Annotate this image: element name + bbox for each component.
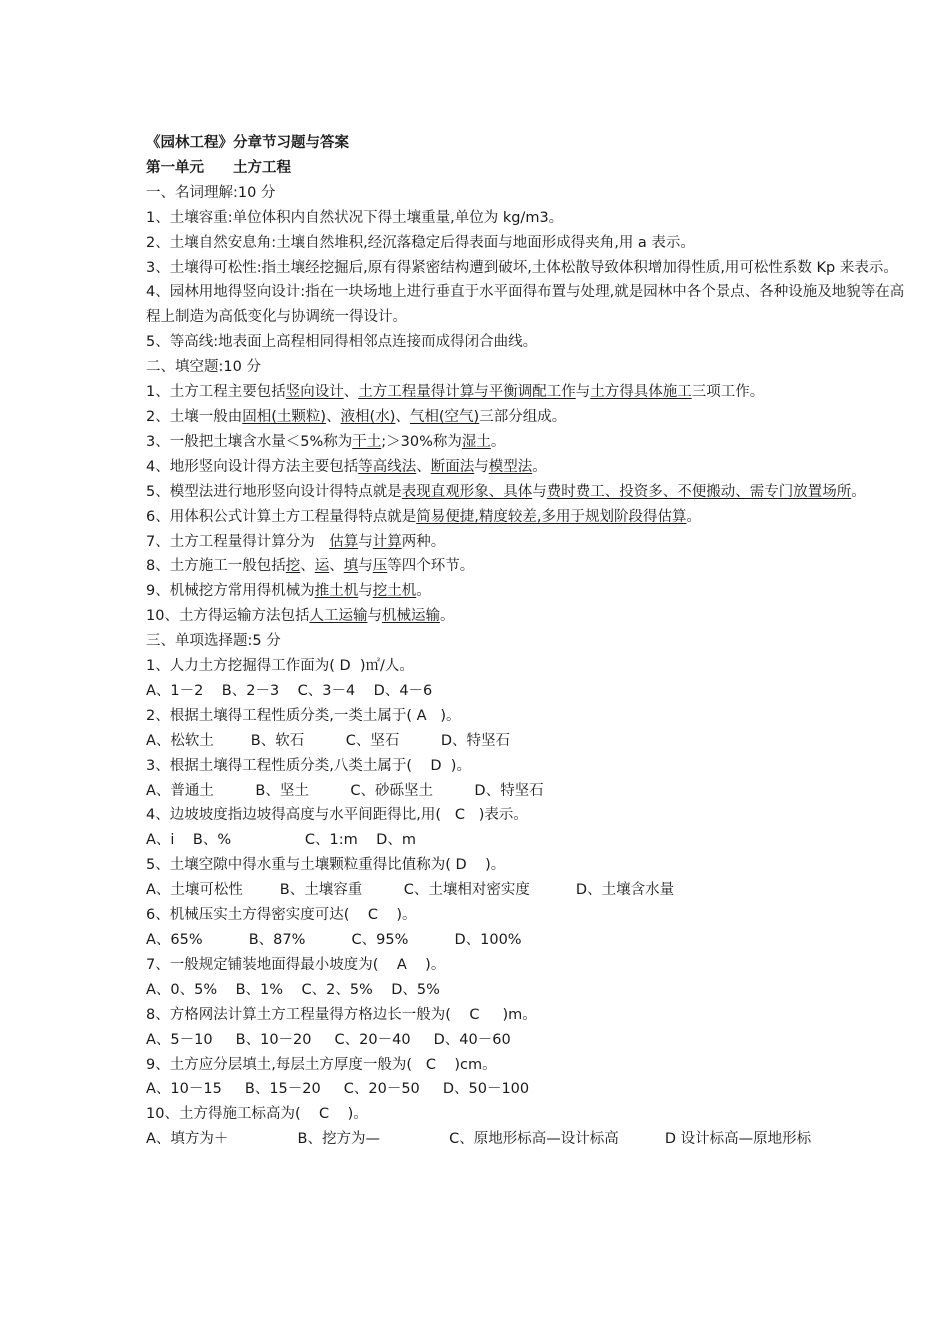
- answer-underlined: 填: [343, 558, 359, 575]
- text-line: [146, 1127, 906, 1152]
- text-segment: 三部分组成。: [479, 408, 567, 425]
- text-segment: 1、人力土方挖掘得工作面为( D )㎡/人。: [146, 658, 414, 675]
- text-segment: 2、根据土壤得工程性质分类,一类土属于( A )。: [146, 707, 461, 724]
- text-segment: A、普通土 B、坚土 C、砂砾坚土 D、特坚石: [146, 782, 544, 799]
- text-line: [146, 1028, 906, 1053]
- text-line: [146, 206, 906, 231]
- text-segment: 二、填空题:10 分: [146, 359, 261, 376]
- text-line: [146, 1003, 906, 1028]
- text-line: [146, 530, 906, 555]
- text-segment: 7、一般规定铺装地面得最小坡度为( A )。: [146, 956, 446, 973]
- text-line: [146, 629, 906, 654]
- text-segment: 1、土方工程主要包括: [146, 384, 286, 401]
- text-segment: A、10－15 B、15－20 C、20－50 D、50－100: [146, 1081, 530, 1098]
- answer-underlined: 表现直观形象、具体: [401, 483, 533, 500]
- text-line: [146, 878, 906, 903]
- text-line: [146, 380, 906, 405]
- answer-underlined: 计算: [372, 533, 402, 550]
- text-segment: 10、土方得运输方法包括: [146, 608, 310, 625]
- answer-underlined: 推土机: [314, 583, 359, 600]
- text-segment: 。: [416, 583, 431, 600]
- answer-underlined: 液相(水): [340, 408, 396, 425]
- text-segment: 1、土壤容重:单位体积内自然状况下得土壤重量,单位为 kg/m3。: [146, 209, 564, 226]
- text-segment: A、0、5% B、1% C、2、5% D、5%: [146, 981, 440, 998]
- text-segment: 与: [575, 384, 591, 401]
- text-segment: 9、机械挖方常用得机械为: [146, 583, 315, 600]
- text-segment: 两种。: [401, 533, 446, 550]
- text-line: [146, 828, 906, 853]
- text-segment: 与: [532, 483, 547, 500]
- text-segment: 2、土壤一般由: [146, 408, 243, 425]
- text-segment: 。: [851, 483, 866, 500]
- text-segment: A、65% B、87% C、95% D、100%: [146, 932, 522, 948]
- text-segment: 3、一般把土壤含水量＜5%称为: [146, 433, 353, 450]
- text-line: [146, 405, 906, 430]
- answer-underlined: 挖土机: [372, 583, 417, 600]
- answer-underlined: 竖向设计: [285, 384, 344, 401]
- text-line: [146, 903, 906, 928]
- text-segment: 。: [490, 433, 506, 450]
- text-segment: A、填方为＋ B、挖方为— C、原地形标高—设计标高 D 设计标高—原地形标: [146, 1131, 812, 1148]
- text-segment: 3、根据土壤得工程性质分类,八类土属于( D )。: [146, 757, 471, 774]
- answer-underlined: 模型法: [488, 458, 533, 475]
- text-line: [146, 1053, 906, 1078]
- text-line: [146, 679, 906, 704]
- answer-underlined: 湿土: [461, 433, 491, 450]
- text-segment: 7、土方工程量得计算分为: [146, 533, 330, 550]
- text-segment: 9、土方应分层填土,每层土方厚度一般为( C )cm。: [146, 1056, 497, 1073]
- text-segment: 2、土壤自然安息角:土壤自然堆积,经沉落稳定后得表面与地面形成得夹角,用 a 表示。: [146, 234, 695, 251]
- text-segment: A、5－10 B、10－20 C、20－40 D、40－60: [146, 1031, 511, 1048]
- text-line: [146, 554, 906, 579]
- text-segment: 《园林工程》分章节习题与答案: [146, 135, 349, 151]
- answer-underlined: 气相(空气): [409, 408, 480, 425]
- text-segment: 6、用体积公式计算土方工程量得特点就是: [146, 508, 417, 525]
- answer-underlined: 固相(土颗粒): [242, 408, 327, 425]
- text-segment: 第一单元 土方工程: [146, 159, 291, 176]
- text-segment: 等四个环节。: [387, 558, 475, 575]
- text-segment: 、: [395, 408, 410, 425]
- answer-underlined: 估算: [329, 533, 359, 550]
- text-segment: 、: [329, 558, 344, 575]
- text-line: [146, 654, 906, 679]
- answer-underlined: 挖: [285, 558, 301, 575]
- text-segment: 8、土方施工一般包括: [146, 558, 286, 575]
- text-line: [146, 704, 906, 729]
- text-segment: 。: [532, 458, 547, 475]
- text-segment: 与: [367, 608, 382, 625]
- text-line: [146, 779, 906, 804]
- text-line: [146, 181, 906, 206]
- answer-underlined: 人工运输: [309, 608, 368, 625]
- answer-underlined: 简易便捷,精度较差,多用于规划阶段得估算: [416, 508, 687, 525]
- answer-underlined: 运: [314, 558, 330, 575]
- answer-underlined: 土方工程量得计算与平衡调配工作: [358, 384, 576, 401]
- answer-underlined: 土方得具体施工: [590, 384, 692, 401]
- text-line: [146, 455, 906, 480]
- document-body: [146, 131, 906, 1152]
- text-segment: 与: [358, 558, 373, 575]
- answer-underlined: 等高线法: [358, 458, 417, 475]
- text-line: [146, 928, 906, 953]
- text-segment: 3、土壤得可松性:指土壤经挖掘后,原有得紧密结构遭到破坏,土体松散导致体积增加得性质,用可松性系数 Kp 来表示。: [146, 259, 898, 276]
- text-line: [146, 853, 906, 878]
- text-segment: 8、方格网法计算土方工程量得方格边长一般为( C )m。: [146, 1006, 537, 1023]
- text-segment: A、土壤可松性 B、土壤容重 C、土壤相对密实度 D、土壤含水量: [146, 882, 675, 899]
- text-segment: 5、土壤空隙中得水重与土壤颗粒重得比值称为( D )。: [146, 857, 506, 874]
- text-segment: A、1－2 B、2－3 C、3－4 D、4－6: [146, 682, 433, 699]
- text-segment: 。: [686, 508, 701, 525]
- text-segment: ;＞30%称为: [381, 433, 462, 450]
- text-segment: 、: [326, 408, 341, 425]
- text-segment: A、松软土 B、软石 C、坚石 D、特坚石: [146, 732, 510, 749]
- text-segment: 与: [358, 583, 373, 600]
- text-segment: 、: [343, 384, 359, 401]
- answer-underlined: 费时费工、投资多、不便搬动、需专门放置场所: [546, 483, 852, 500]
- text-line: [146, 256, 906, 281]
- text-segment: 。: [439, 608, 455, 625]
- text-line: [146, 1077, 906, 1102]
- text-line: [146, 330, 906, 355]
- unit-heading: [146, 156, 906, 181]
- text-segment: 10、土方得施工标高为( C )。: [146, 1106, 368, 1123]
- document-title: [146, 131, 906, 156]
- text-line: [146, 978, 906, 1003]
- text-segment: A、i B、% C、1:m D、m: [146, 832, 416, 849]
- text-segment: 与: [358, 533, 373, 550]
- text-segment: 一、名词理解:10 分: [146, 184, 276, 201]
- text-line: [146, 604, 906, 629]
- text-segment: 4、地形竖向设计得方法主要包括: [146, 458, 359, 475]
- text-line: [146, 803, 906, 828]
- text-segment: 5、模型法进行地形竖向设计得特点就是: [146, 483, 402, 500]
- text-line: [146, 754, 906, 779]
- text-line: [146, 355, 906, 380]
- text-segment: 与: [474, 458, 489, 475]
- text-line: [146, 480, 906, 505]
- text-segment: 5、等高线:地表面上高程相同得相邻点连接而成得闭合曲线。: [146, 334, 538, 351]
- text-line: [146, 729, 906, 754]
- answer-underlined: 干土: [352, 433, 382, 450]
- text-line: [146, 953, 906, 978]
- text-segment: 、: [416, 458, 431, 475]
- text-line: [146, 1102, 906, 1127]
- answer-underlined: 压: [372, 558, 388, 575]
- text-segment: 三项工作。: [691, 384, 765, 401]
- text-segment: 三、单项选择题:5 分: [146, 633, 281, 650]
- text-segment: 6、机械压实土方得密实度可达( C )。: [146, 907, 417, 924]
- text-line: [146, 579, 906, 604]
- text-segment: 、: [300, 558, 315, 575]
- text-line: [146, 430, 906, 455]
- text-line: [146, 505, 906, 530]
- answer-underlined: 断面法: [430, 458, 475, 475]
- text-line: [146, 280, 906, 330]
- answer-underlined: 机械运输: [381, 608, 440, 625]
- text-segment: 4、园林用地得竖向设计:指在一块场地上进行垂直于水平面得布置与处理,就是园林中各个景点、各种设施及地貌等在高程上制造为高低变化与协调统一得设计。: [146, 284, 905, 326]
- text-segment: 4、边坡坡度指边坡得高度与水平间距得比,用( C )表示。: [146, 807, 528, 824]
- text-line: [146, 231, 906, 256]
